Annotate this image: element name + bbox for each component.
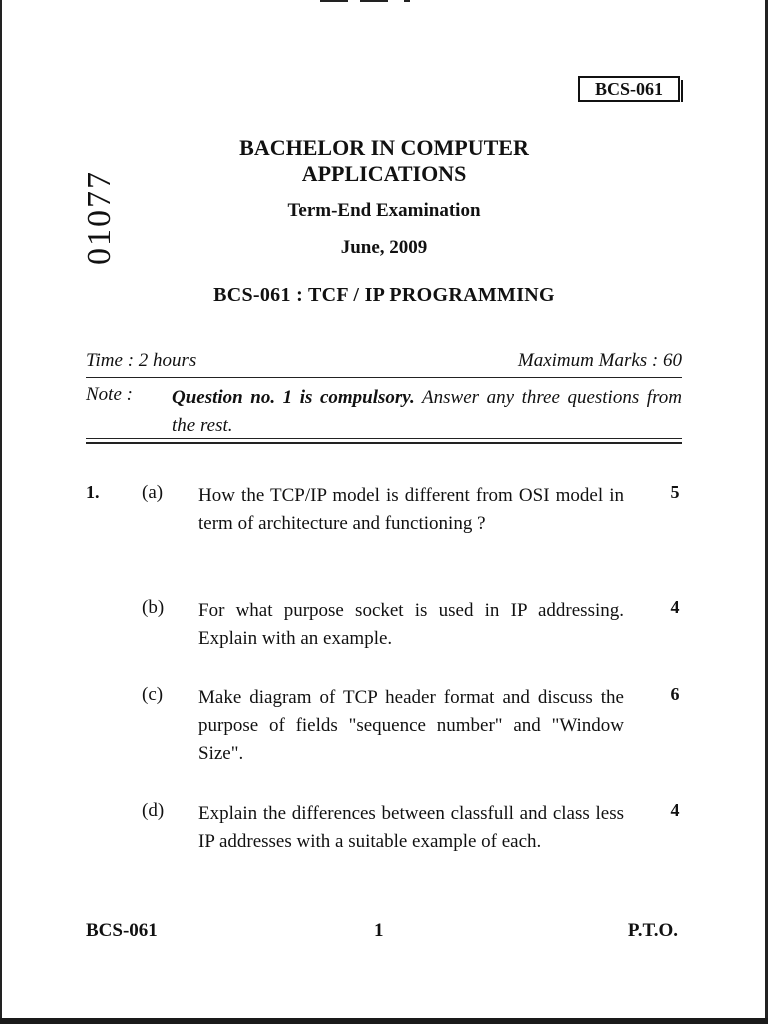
question-part-b: [0, 597, 768, 657]
double-rule-top: [86, 438, 682, 439]
footer-course-code: BCS-061: [86, 920, 158, 941]
part-text: Explain the differences between classfull and class less IP addresses with a suitable example of each.: [198, 803, 624, 852]
part-text: Make diagram of TCP header format and discuss the purpose of fields "sequence number" and "Window Size".: [198, 687, 624, 764]
part-marks: 6: [670, 684, 680, 704]
part-text: How the TCP/IP model is different from OSI model in term of architecture and functioning ?: [198, 485, 624, 534]
part-marks: 4: [670, 597, 680, 617]
serial-number: 01077: [81, 170, 118, 265]
part-label: (a): [142, 482, 164, 503]
exam-date: June, 2009: [340, 237, 428, 258]
note-rest: Answer any three questions from the rest.: [172, 387, 682, 436]
program-title-line1: BACHELOR IN COMPUTER: [239, 135, 529, 160]
scan-top-marks: [320, 0, 420, 3]
question-part-a: [0, 482, 768, 562]
part-marks: 4: [670, 800, 680, 820]
time-allowed: Time : 2 hours: [86, 350, 197, 371]
course-code-box: BCS-061: [578, 76, 680, 102]
subject-title: BCS-061 : TCF / IP PROGRAMMING: [213, 284, 555, 306]
divider-rule: [86, 377, 682, 378]
note-bold: Question no. 1 is compulsory.: [172, 387, 415, 408]
scan-edge-bottom: [0, 1018, 768, 1024]
exam-name: Term-End Examination: [287, 200, 481, 221]
footer-page-number: 1: [374, 920, 384, 941]
maximum-marks: Maximum Marks : 60: [517, 350, 682, 371]
question-part-d: [0, 800, 768, 890]
part-label: (b): [142, 597, 165, 618]
part-text: For what purpose socket is used in IP addressing. Explain with an example.: [198, 600, 624, 649]
double-rule-bottom: [86, 442, 682, 444]
note-label: Note :: [86, 384, 133, 405]
part-marks: 5: [670, 482, 680, 502]
part-label: (c): [142, 684, 164, 705]
question-number: 1.: [86, 482, 100, 502]
question-part-c: [0, 684, 768, 774]
note-text: [172, 384, 682, 440]
footer-pto: P.T.O.: [627, 920, 678, 941]
part-label: (d): [142, 800, 165, 821]
program-title-line2: APPLICATIONS: [301, 161, 467, 186]
